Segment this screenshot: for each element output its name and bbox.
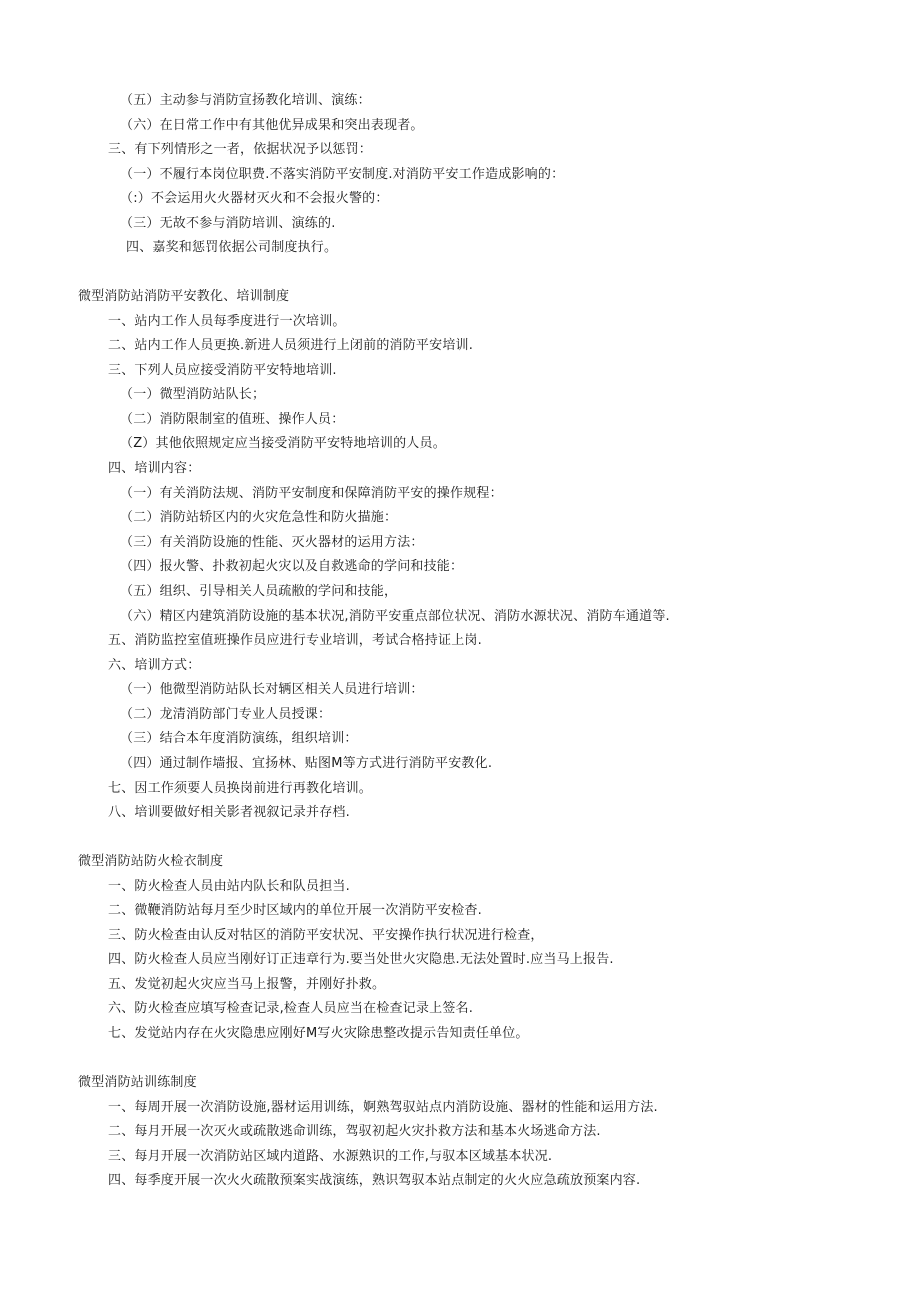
text-line: 三、防火检查由认反对牯区的消防平安状况、平安操作执行状况进行检查，: [108, 928, 544, 943]
text-line: （二）消防限制室的值班、操作人员：: [120, 412, 345, 427]
text-line: 二、微鞭消防站每月至少时区域内的单位开展一次消防平安检杳.: [108, 903, 482, 918]
text-line: 四、嘉奖和惩罚依据公司制度执行。: [126, 240, 338, 255]
section-title: 微型消防站训练制度: [78, 1075, 197, 1090]
text-line: 一、每周开展一次消防设施,器材运用训练，婀熟驾驭站点内消防设施、器材的性能和运用方法.: [108, 1100, 658, 1115]
text-line: （四）报火警、扑救初起火灾以及自救逃命的学问和技能：: [120, 559, 464, 574]
text-line: （六）在日常工作中有其他优异成果和突出表现者。: [120, 118, 424, 133]
text-line: 五、消防监控室值班操作员应进行专业培训，考试合格持证上岗.: [108, 633, 482, 648]
text-line: 六、防火检查应填写检查记录,检查人员应当在检查记录上签名.: [108, 1001, 474, 1016]
text-line: （二）龙清消防部门专业人员授课：: [120, 707, 332, 722]
text-line: 三、下列人员应接受消防平安特地培训.: [108, 363, 337, 378]
text-line: 三、每月开展一次消防站区域内道路、水源熟识的工作,与驭本区域基本状况.: [108, 1149, 553, 1164]
text-line: 六、培训方式：: [108, 658, 201, 673]
text-line: 二、每月开展一次灭火或疏散逃命训练，驾驭初起火灾扑救方法和基本火场逃命方法.: [108, 1124, 601, 1139]
text-line: 一、站内工作人员每季度进行一次培训。: [108, 314, 346, 329]
text-line: 二、站内工作人员更换.新进人员须进行上闭前的消防平安培训.: [108, 338, 474, 353]
text-line: 七、因工作须要人员换岗前进行再教化培训。: [108, 781, 373, 796]
text-line: （:）不会运用火火器材灭火和不会报火警的：: [120, 191, 389, 206]
section-title: 微型消防站防火检衣制度: [78, 854, 224, 869]
text-line: 五、发觉初起火灾应当马上报警，并刚好扑救。: [108, 977, 386, 992]
text-line: （三）无故不参与消防培训、演练的.: [120, 216, 336, 231]
text-line: （三）结合本年度消防演练，组织培训：: [120, 731, 358, 746]
text-line: （三）有关消防设施的性能、灭火器材的运用方法：: [120, 535, 424, 550]
text-line: （二）消防站轿区内的火灾危急性和防火描施：: [120, 510, 398, 525]
text-line: 七、发觉站内存在火灾隐患应刚好M写火灾除患整改提示告知责任单位。: [108, 1026, 529, 1041]
text-line: （一）有关消防法规、消防平安制度和保障消防平安的操作规程：: [120, 486, 503, 501]
text-line: 八、培训要做好相关影者视叙记录并存档.: [108, 805, 350, 820]
text-line: （一）微型消防站队长；: [120, 387, 266, 402]
text-line: 三、有下列情形之一者，依据状况予以惩罚：: [108, 142, 373, 157]
text-line: （Z）其他依照规定应当接受消防平安特地培训的人员。: [120, 436, 446, 451]
text-line: （四）通过制作墙报、宜扬林、贴图M等方式进行消防平安教化.: [120, 756, 493, 771]
text-line: 一、防火检查人员由站内队长和队员担当.: [108, 879, 350, 894]
text-line: 四、培训内容：: [108, 461, 201, 476]
text-line: 四、每季度开展一次火火疏散预案实战演练，熟识驾驭本站点制定的火火应急疏放预案内容.: [108, 1173, 641, 1188]
text-line: （一）他微型消防站队长对辆区相关人员进行培训：: [120, 682, 424, 697]
text-line: （五）主动参与消防宣扬教化培训、演练：: [120, 93, 371, 108]
text-line: （六）精区内建筑消防设施的基本状况,消防平安重点部位状况、消防水源状况、消防车通道等.: [120, 609, 670, 624]
text-line: （五）组织、引导相关人员疏敝的学问和技能，: [120, 584, 398, 599]
text-line: （一）不履行本岗位职费.不落实消防平安制度.对消防平安工作造成影响的：: [120, 167, 565, 182]
section-title: 微型消防站消防平安教化、培训制度: [78, 289, 290, 304]
text-line: 四、防火检查人员应当刚好订正违章行为.要当处世火灾隐患.无法处置时.应当马上报告.: [108, 952, 614, 967]
